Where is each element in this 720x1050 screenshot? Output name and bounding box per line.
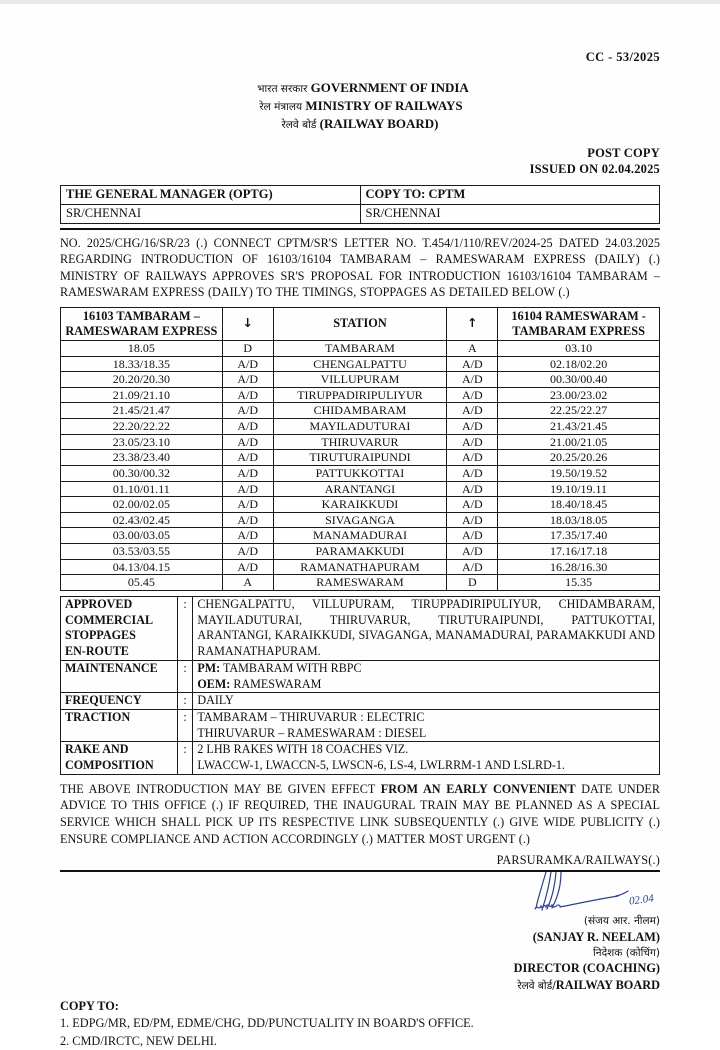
cell-up-time: 19.10/19.11 bbox=[498, 481, 660, 497]
cell-down-time: 04.13/04.15 bbox=[61, 559, 223, 575]
cell-down-time: 18.05 bbox=[61, 340, 223, 356]
heading-hindi-rail-mantralaya: रेल मंत्रालय bbox=[259, 100, 303, 113]
table-row bbox=[61, 356, 660, 372]
document-body bbox=[60, 4, 660, 1050]
cell-station-name: MANAMADURAI bbox=[273, 528, 447, 544]
cell-down-arrival-departure: A bbox=[222, 575, 273, 591]
rake-label-line-1: RAKE AND bbox=[65, 742, 129, 757]
cell-up-arrival-departure: A/D bbox=[447, 387, 498, 403]
stoppages-label-line-4: EN-ROUTE bbox=[65, 644, 129, 659]
cell-up-arrival-departure: A/D bbox=[447, 544, 498, 560]
cell-down-time: 00.30/00.32 bbox=[61, 465, 223, 481]
table-row bbox=[61, 660, 660, 692]
copy-to-item: 1. EDPG/MR, ED/PM, EDME/CHG, DD/PUNCTUALITY IN BOARD'S OFFICE. bbox=[60, 1016, 474, 1031]
cell-up-time: 21.43/21.45 bbox=[498, 419, 660, 435]
copy-to-item: 2. CMD/IRCTC, NEW DELHI. bbox=[60, 1033, 217, 1048]
cell-up-arrival-departure: A/D bbox=[447, 559, 498, 575]
cell-station-name: ARANTANGI bbox=[273, 481, 447, 497]
cell-up-arrival-departure: A/D bbox=[447, 356, 498, 372]
timetable-header-row bbox=[61, 307, 660, 340]
table-row bbox=[61, 387, 660, 403]
intro-paragraph: NO. 2025/CHG/16/SR/23 (.) CONNECT CPTM/SR'S LETTER NO. T.454/1/110/REV/2024-25 DATED 24.03.2025 REGARDING INTRODUCTION OF 16103/16104 TAMBARAM – RAMESWARAM EXPRESS (DAILY) (.) MINISTRY OF RAILWAYS APPROVES SR'S PROPOSAL FOR INTRODUCTION 16103/16104 TAMBARAM – RAMESWARAM EXPRESS (DAILY) TO THE TIMINGS, STOPPAGES AS DETAILED BELOW (.) bbox=[60, 235, 660, 300]
maintenance-oem-label: OEM: bbox=[197, 676, 231, 691]
cell-down-arrival-departure: A/D bbox=[222, 450, 273, 466]
heading-english-government-of-india: GOVERNMENT OF INDIA bbox=[310, 80, 469, 95]
detail-label-rake bbox=[61, 742, 178, 774]
heading-line-railway-board bbox=[60, 115, 660, 133]
cell-up-time: 21.00/21.05 bbox=[498, 434, 660, 450]
cell-up-arrival-departure: A/D bbox=[447, 465, 498, 481]
table-row bbox=[61, 512, 660, 528]
timetable-body bbox=[61, 340, 660, 590]
cell-up-time: 18.40/18.45 bbox=[498, 497, 660, 513]
detail-value-stoppages: CHENGALPATTU, VILLUPURAM, TIRUPPADIRIPULIYUR, CHIDAMBARAM, MAYILADUTURAI, THIRUVARUR, TIRUTURAIPUNDI, PATTUKOTTAI, ARANTANGI, KARAIKKUDI, SIVAGANGA, MANAMADURAI, PARAMAKKUDI AND RAMANATHAPURAM. bbox=[193, 596, 660, 660]
cell-station-name: TAMBARAM bbox=[273, 340, 447, 356]
stoppages-label-line-3: STOPPAGES bbox=[65, 628, 136, 643]
from-line: PARSURAMKA/RAILWAYS(.) bbox=[496, 853, 660, 868]
heading-line-government-of-india bbox=[60, 79, 660, 97]
table-row bbox=[61, 528, 660, 544]
rake-line-1: 2 LHB RAKES WITH 18 COACHES VIZ. bbox=[197, 742, 409, 757]
rake-label-line-2: COMPOSITION bbox=[65, 758, 154, 773]
table-row bbox=[61, 742, 660, 774]
cell-down-arrival-departure: A/D bbox=[222, 465, 273, 481]
detail-value-rake bbox=[193, 742, 660, 774]
addressee-to-value: SR/CHENNAI bbox=[61, 204, 361, 223]
column-header-up-train: 16104 RAMESWARAM - TAMBARAM EXPRESS bbox=[498, 307, 660, 340]
table-row bbox=[61, 544, 660, 560]
cell-down-time: 03.00/03.05 bbox=[61, 528, 223, 544]
divider-below-addressee bbox=[60, 228, 660, 230]
cell-down-time: 22.20/22.22 bbox=[61, 419, 223, 435]
cell-up-time: 15.35 bbox=[498, 575, 660, 591]
detail-colon: : bbox=[177, 693, 193, 710]
cell-down-arrival-departure: A/D bbox=[222, 403, 273, 419]
cell-up-arrival-departure: A/D bbox=[447, 512, 498, 528]
cell-down-time: 05.45 bbox=[61, 575, 223, 591]
cell-up-time: 00.30/00.40 bbox=[498, 372, 660, 388]
circular-number: CC - 53/2025 bbox=[585, 50, 660, 64]
cell-station-name: RAMESWARAM bbox=[273, 575, 447, 591]
cell-up-time: 23.00/23.02 bbox=[498, 387, 660, 403]
traction-line-1: TAMBARAM – THIRUVARUR : ELECTRIC bbox=[197, 709, 425, 724]
signatory-name-english: (SANJAY R. NEELAM) bbox=[532, 929, 660, 944]
cell-station-name: SIVAGANGA bbox=[273, 512, 447, 528]
maintenance-pm-value: TAMBARAM WITH RBPC bbox=[223, 660, 362, 675]
stoppages-label-line-2: COMMERCIAL bbox=[65, 612, 154, 627]
heading-hindi-railway-board: रेलवे बोर्ड bbox=[281, 118, 317, 131]
post-copy-block bbox=[60, 145, 660, 179]
cell-station-name: PARAMAKKUDI bbox=[273, 544, 447, 560]
document-page bbox=[0, 4, 720, 1048]
cell-down-arrival-departure: A/D bbox=[222, 544, 273, 560]
maintenance-pm-label: PM: bbox=[197, 660, 221, 675]
table-row bbox=[61, 465, 660, 481]
issued-on-label: ISSUED ON 02.04.2025 bbox=[529, 162, 660, 177]
table-row bbox=[61, 403, 660, 419]
table-row bbox=[61, 709, 660, 741]
cell-station-name: RAMANATHAPURAM bbox=[273, 559, 447, 575]
addressee-table bbox=[60, 185, 660, 223]
cell-down-time: 21.45/21.47 bbox=[61, 403, 223, 419]
organisation-hindi: रेलवे बोर्ड/ bbox=[517, 980, 556, 993]
detail-value-traction bbox=[193, 709, 660, 741]
detail-label-traction: TRACTION bbox=[61, 709, 178, 741]
maintenance-oem-row bbox=[197, 677, 655, 693]
cell-down-arrival-departure: A/D bbox=[222, 419, 273, 435]
column-header-station: STATION bbox=[273, 307, 447, 340]
cell-down-time: 23.38/23.40 bbox=[61, 450, 223, 466]
cell-down-arrival-departure: A/D bbox=[222, 387, 273, 403]
detail-value-maintenance bbox=[193, 660, 660, 692]
addressee-to-label: THE GENERAL MANAGER (OPTG) bbox=[61, 186, 361, 205]
addressee-copy-label: COPY TO: CPTM bbox=[360, 186, 660, 205]
table-row bbox=[61, 419, 660, 435]
rake-line-2: LWACCW-1, LWACCN-5, LWSCN-6, LS-4, LWLRRM-1 AND LSLRD-1. bbox=[197, 758, 565, 773]
closing-paragraph bbox=[60, 781, 660, 847]
column-header-down-train: 16103 TAMBARAM – RAMESWARAM EXPRESS bbox=[61, 307, 223, 340]
timetable-head bbox=[61, 307, 660, 340]
table-row bbox=[61, 497, 660, 513]
table-row bbox=[61, 204, 660, 223]
maintenance-oem-value: RAMESWARAM bbox=[233, 676, 322, 691]
table-row bbox=[61, 434, 660, 450]
detail-label-maintenance: MAINTENANCE bbox=[61, 660, 178, 692]
cell-down-arrival-departure: A/D bbox=[222, 559, 273, 575]
cell-up-arrival-departure: A/D bbox=[447, 528, 498, 544]
signatory-block bbox=[60, 914, 660, 994]
cell-down-arrival-departure: A/D bbox=[222, 372, 273, 388]
detail-label-stoppages bbox=[61, 596, 178, 660]
signatory-designation-english: DIRECTOR (COACHING) bbox=[513, 961, 660, 976]
post-copy-label: POST COPY bbox=[587, 145, 660, 160]
cell-up-time: 20.25/20.26 bbox=[498, 450, 660, 466]
down-arrow-icon: ↓ bbox=[222, 307, 273, 340]
cell-up-arrival-departure: A/D bbox=[447, 497, 498, 513]
stoppages-label-line-1: APPROVED bbox=[65, 596, 133, 611]
signatory-designation-hindi: निदेशक (कोचिंग) bbox=[593, 946, 660, 959]
signature-area bbox=[60, 872, 660, 993]
cell-down-time: 02.00/02.05 bbox=[61, 497, 223, 513]
cell-down-time: 21.09/21.10 bbox=[61, 387, 223, 403]
cell-up-time: 16.28/16.30 bbox=[498, 559, 660, 575]
table-row bbox=[61, 575, 660, 591]
cell-station-name: KARAIKKUDI bbox=[273, 497, 447, 513]
details-table bbox=[60, 596, 660, 775]
heading-english-railway-board: (RAILWAY BOARD) bbox=[319, 115, 439, 131]
closing-text-part-1: THE ABOVE INTRODUCTION MAY BE GIVEN EFFECT bbox=[60, 781, 381, 796]
cell-down-arrival-departure: A/D bbox=[222, 356, 273, 372]
table-row bbox=[61, 450, 660, 466]
detail-colon: : bbox=[177, 596, 193, 660]
closing-text-emphasis: FROM AN EARLY CONVENIENT bbox=[380, 781, 576, 796]
cell-down-arrival-departure: A/D bbox=[222, 481, 273, 497]
cell-down-time: 23.05/23.10 bbox=[61, 434, 223, 450]
cell-up-time: 02.18/02.20 bbox=[498, 356, 660, 372]
detail-value-frequency: DAILY bbox=[193, 693, 660, 710]
cell-up-arrival-departure: A/D bbox=[447, 434, 498, 450]
table-row bbox=[61, 481, 660, 497]
cell-up-arrival-departure: A bbox=[447, 340, 498, 356]
cell-station-name: VILLUPURAM bbox=[273, 372, 447, 388]
heading-hindi-bharat-sarkar: भारत सरकार bbox=[257, 83, 308, 95]
cell-down-time: 18.33/18.35 bbox=[61, 356, 223, 372]
closing-text-part-2: DATE UNDER ADVICE TO THIS OFFICE (.) IF REQUIRED, THE INAUGURAL TRAIN MAY BE PLANNED AS A SPECIAL SERVICE WHICH SHALL PICK UP ITS RESPECTIVE LINK SUBSEQUENTLY (.) GIVE WIDE PUBLICITY (.) ENSURE COMPLIANCE AND ACTION ACCORDINGLY (.) MATTER MOST URGENT (.) bbox=[60, 781, 660, 846]
cell-down-arrival-departure: A/D bbox=[222, 528, 273, 544]
cell-station-name: CHIDAMBARAM bbox=[273, 403, 447, 419]
government-heading bbox=[60, 79, 660, 133]
table-row bbox=[61, 693, 660, 710]
detail-colon: : bbox=[177, 709, 193, 741]
table-row bbox=[61, 186, 660, 205]
cell-up-arrival-departure: A/D bbox=[447, 481, 498, 497]
detail-colon: : bbox=[177, 660, 193, 692]
cell-up-arrival-departure: A/D bbox=[447, 372, 498, 388]
table-row bbox=[61, 372, 660, 388]
cell-down-time: 02.43/02.45 bbox=[61, 512, 223, 528]
cell-station-name: TIRUTURAIPUNDI bbox=[273, 450, 447, 466]
cell-up-arrival-departure: A/D bbox=[447, 419, 498, 435]
handwritten-date: 02.04 bbox=[628, 892, 655, 908]
cell-station-name: CHENGALPATTU bbox=[273, 356, 447, 372]
table-row bbox=[61, 340, 660, 356]
cell-up-arrival-departure: D bbox=[447, 575, 498, 591]
copy-to-footer bbox=[60, 998, 660, 1050]
cell-station-name: PATTUKKOTTAI bbox=[273, 465, 447, 481]
cell-down-arrival-departure: D bbox=[222, 340, 273, 356]
timetable bbox=[60, 307, 660, 591]
table-row bbox=[61, 559, 660, 575]
cell-up-time: 19.50/19.52 bbox=[498, 465, 660, 481]
cell-down-arrival-departure: A/D bbox=[222, 512, 273, 528]
detail-colon: : bbox=[177, 742, 193, 774]
signatory-organisation bbox=[60, 977, 660, 994]
cell-up-time: 17.35/17.40 bbox=[498, 528, 660, 544]
cell-station-name: MAYILADUTURAI bbox=[273, 419, 447, 435]
cell-up-time: 18.03/18.05 bbox=[498, 512, 660, 528]
cell-up-arrival-departure: A/D bbox=[447, 403, 498, 419]
cell-down-time: 20.20/20.30 bbox=[61, 372, 223, 388]
cell-up-time: 17.16/17.18 bbox=[498, 544, 660, 560]
organisation-english: RAILWAY BOARD bbox=[555, 978, 660, 993]
cell-down-arrival-departure: A/D bbox=[222, 434, 273, 450]
up-arrow-icon: ↑ bbox=[447, 307, 498, 340]
heading-line-ministry-of-railways bbox=[60, 97, 660, 115]
cell-station-name: THIRUVARUR bbox=[273, 434, 447, 450]
cell-station-name: TIRUPPADIRIPULIYUR bbox=[273, 387, 447, 403]
cell-down-time: 01.10/01.11 bbox=[61, 481, 223, 497]
copy-to-heading: COPY TO: bbox=[60, 999, 119, 1014]
table-row bbox=[61, 596, 660, 660]
cell-down-time: 03.53/03.55 bbox=[61, 544, 223, 560]
signatory-name-hindi: (संजय आर. नीलम) bbox=[583, 915, 660, 928]
cell-up-time: 22.25/22.27 bbox=[498, 403, 660, 419]
heading-english-ministry-of-railways: MINISTRY OF RAILWAYS bbox=[305, 97, 463, 113]
addressee-copy-value: SR/CHENNAI bbox=[360, 204, 660, 223]
cell-up-arrival-departure: A/D bbox=[447, 450, 498, 466]
maintenance-pm-row bbox=[197, 661, 655, 677]
detail-label-frequency: FREQUENCY bbox=[61, 693, 178, 710]
cell-down-arrival-departure: A/D bbox=[222, 497, 273, 513]
cell-up-time: 03.10 bbox=[498, 340, 660, 356]
traction-line-2: THIRUVARUR – RAMESWARAM : DIESEL bbox=[197, 725, 427, 740]
